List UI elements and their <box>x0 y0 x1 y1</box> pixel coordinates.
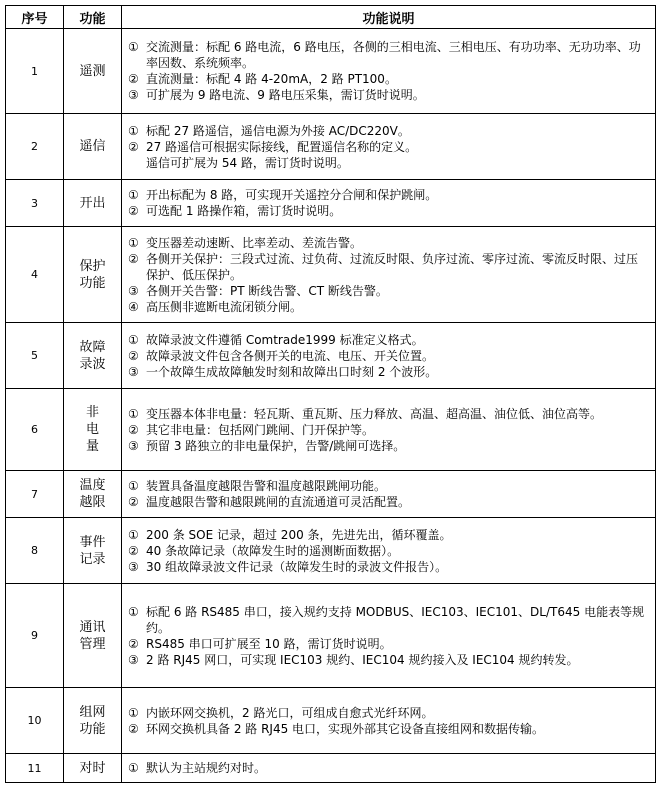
description-text: 一个故障生成故障触发时刻和故障出口时刻 2 个波形。 <box>146 364 438 379</box>
item-number-marker: ① <box>128 479 139 493</box>
row-serial-number: 5 <box>6 323 64 389</box>
item-number-marker: ③ <box>128 364 139 379</box>
function-name-text: 开出 <box>79 195 106 211</box>
description-line <box>128 203 649 219</box>
function-name-text: 故障 录波 <box>79 339 106 372</box>
function-name-text: 保护 功能 <box>79 258 106 291</box>
description-text: 环网交换机具备 2 路 RJ45 电口，实现外部其它设备直接组网和数据传输。 <box>146 721 545 736</box>
row-serial-number: 7 <box>6 471 64 518</box>
description-text: 变压器本体非电量：轻瓦斯、重瓦斯、压力释放、高温、超高温、油位低、油位高等。 <box>146 406 603 421</box>
item-number-marker: ② <box>128 422 139 437</box>
description-line <box>128 406 649 422</box>
description-line <box>128 652 649 668</box>
function-name-text: 遥信 <box>79 139 106 154</box>
item-number-marker: ④ <box>128 299 139 314</box>
function-name-text: 通讯 管理 <box>79 619 106 652</box>
description-text: 直流测量：标配 4 路 4-20mA，2 路 PT100。 <box>146 72 397 86</box>
description-text: 标配 27 路遥信，遥信电源为外接 AC/DC220V。 <box>146 123 410 138</box>
item-number-marker: ② <box>128 251 139 266</box>
item-number-marker: ③ <box>128 559 139 574</box>
row-function-description <box>122 114 656 180</box>
function-name-text: 对时 <box>79 760 106 776</box>
description-line <box>128 283 649 299</box>
table-row <box>6 389 656 471</box>
description-text: 高压侧非遮断电流闭锁分闸。 <box>146 299 303 314</box>
table-row <box>6 471 656 518</box>
row-function-name <box>64 471 122 518</box>
item-number-marker: ② <box>128 543 139 558</box>
description-line <box>128 636 649 652</box>
item-number-marker: ③ <box>128 652 139 667</box>
description-text: RS485 串口可扩展至 10 路，需订货时说明。 <box>146 636 392 651</box>
item-number-marker: ① <box>128 188 139 202</box>
row-serial-number: 9 <box>6 584 64 688</box>
table-row <box>6 180 656 227</box>
row-function-description <box>122 471 656 518</box>
table-row <box>6 754 656 783</box>
function-name-text: 温度 越限 <box>79 478 106 510</box>
description-line <box>128 332 649 348</box>
row-function-name <box>64 584 122 688</box>
description-line <box>128 71 649 87</box>
item-number-marker: ③ <box>128 283 139 298</box>
item-number-marker: ② <box>128 495 139 509</box>
description-text: 遥信可扩展为 54 路，需订货时说明。 <box>146 155 349 170</box>
description-text: 变压器差动速断、比率差动、差流告警。 <box>146 235 363 250</box>
description-text: 200 条 SOE 记录，超过 200 条，先进先出，循环覆盖。 <box>146 527 452 542</box>
description-line <box>128 87 649 103</box>
row-function-name <box>64 518 122 584</box>
table-row <box>6 584 656 688</box>
row-serial-number: 4 <box>6 227 64 323</box>
description-line <box>128 364 649 380</box>
row-function-name <box>64 29 122 114</box>
description-line <box>128 527 649 543</box>
description-line <box>128 123 649 139</box>
description-line <box>128 494 649 510</box>
item-number-marker: ① <box>128 123 139 138</box>
header-serial-number: 序号 <box>6 6 64 29</box>
row-function-description <box>122 584 656 688</box>
table-row <box>6 29 656 114</box>
description-line <box>128 187 649 203</box>
item-number-marker: ① <box>128 332 139 347</box>
row-serial-number: 11 <box>6 754 64 783</box>
row-serial-number: 10 <box>6 688 64 754</box>
item-number-marker: ① <box>128 604 139 619</box>
description-text: 其它非电量：包括网门跳闸、门开保护等。 <box>146 422 375 437</box>
row-function-description <box>122 754 656 783</box>
description-line <box>128 251 649 283</box>
row-serial-number: 1 <box>6 29 64 114</box>
row-function-description <box>122 518 656 584</box>
table-row <box>6 688 656 754</box>
description-line <box>128 604 649 636</box>
description-line <box>128 559 649 575</box>
table-row <box>6 227 656 323</box>
item-number-marker: ① <box>128 406 139 421</box>
description-text: 装置具备温度越限告警和温度越限跳闸功能。 <box>146 479 387 493</box>
row-function-description <box>122 323 656 389</box>
row-serial-number: 3 <box>6 180 64 227</box>
table-row <box>6 518 656 584</box>
description-line <box>128 543 649 559</box>
function-name-text: 非 电 量 <box>85 405 99 454</box>
description-text: 默认为主站规约对时。 <box>146 761 267 775</box>
row-function-name <box>64 688 122 754</box>
description-line <box>128 422 649 438</box>
function-name-text: 事件 记录 <box>79 534 106 567</box>
description-text: 2 路 RJ45 网口，可实现 IEC103 规约、IEC104 规约接入及 IEC104 规约转发。 <box>146 652 579 667</box>
description-line <box>128 299 649 315</box>
item-number-marker: ③ <box>128 88 139 102</box>
item-number-marker: ② <box>128 348 139 363</box>
description-text: 各侧开关保护：三段式过流、过负荷、过流反时限、负序过流、零序过流、零流反时限、过压保护、低压保护。 <box>146 251 639 282</box>
description-text: 故障录波文件遵循 Comtrade1999 标准定义格式。 <box>146 332 424 347</box>
description-text: 可选配 1 路操作箱，需订货时说明。 <box>146 204 342 218</box>
row-function-description <box>122 688 656 754</box>
item-number-marker: ② <box>128 204 139 218</box>
description-text: 故障录波文件包含各侧开关的电流、电压、开关位置。 <box>146 348 435 363</box>
function-name-text: 遥测 <box>79 63 106 79</box>
description-text: 交流测量：标配 6 路电流，6 路电压，各侧的三相电流、三相电压、有功功率、无功功率、功率因数、系统频率。 <box>146 40 641 70</box>
description-text: 预留 3 路独立的非电量保护，告警/跳闸可选择。 <box>146 438 406 453</box>
row-function-name <box>64 180 122 227</box>
description-text: 开出标配为 8 路，可实现开关遥控分合闸和保护跳闸。 <box>146 188 438 202</box>
row-function-description <box>122 29 656 114</box>
function-name-text: 组网 功能 <box>79 704 106 737</box>
description-line <box>128 705 649 721</box>
description-line <box>128 139 649 155</box>
description-text: 温度越限告警和越限跳闸的直流通道可灵活配置。 <box>146 495 411 509</box>
row-function-name <box>64 227 122 323</box>
item-number-marker: ② <box>128 139 139 154</box>
row-serial-number: 2 <box>6 114 64 180</box>
description-text: 标配 6 路 RS485 串口，接入规约支持 MODBUS、IEC103、IEC101、DL/T645 电能表等规约。 <box>146 604 645 635</box>
description-line <box>128 348 649 364</box>
description-text: 40 条故障记录（故障发生时的遥测断面数据）。 <box>146 543 400 558</box>
header-function-description: 功能说明 <box>122 6 656 29</box>
description-line <box>128 39 649 71</box>
row-function-description <box>122 227 656 323</box>
description-line <box>128 721 649 737</box>
row-function-name <box>64 323 122 389</box>
description-line <box>128 760 649 776</box>
item-number-marker: ② <box>128 721 139 736</box>
item-number-marker: ① <box>128 705 139 720</box>
description-line <box>128 235 649 251</box>
description-text: 27 路遥信可根据实际接线，配置遥信名称的定义。 <box>146 139 418 154</box>
description-line <box>128 155 649 171</box>
row-function-name <box>64 114 122 180</box>
description-line <box>128 438 649 454</box>
header-function: 功能 <box>64 6 122 29</box>
item-number-marker: ① <box>128 235 139 250</box>
item-number-marker: ② <box>128 636 139 651</box>
description-text: 各侧开关告警：PT 断线告警、CT 断线告警。 <box>146 283 388 298</box>
row-function-name <box>64 389 122 471</box>
description-text: 30 组故障录波文件记录（故障发生时的录波文件报告）。 <box>146 559 448 574</box>
row-function-description <box>122 180 656 227</box>
row-function-name <box>64 754 122 783</box>
row-function-description <box>122 389 656 471</box>
description-text: 可扩展为 9 路电流、9 路电压采集，需订货时说明。 <box>146 88 425 102</box>
row-serial-number: 8 <box>6 518 64 584</box>
function-table <box>5 5 656 783</box>
item-number-marker: ② <box>128 72 139 86</box>
description-line <box>128 478 649 494</box>
item-number-marker: ① <box>128 40 139 54</box>
row-serial-number: 6 <box>6 389 64 471</box>
table-row <box>6 114 656 180</box>
table-row <box>6 323 656 389</box>
description-text: 内嵌环网交换机，2 路光口，可组成自愈式光纤环网。 <box>146 705 434 720</box>
item-number-marker: ③ <box>128 438 139 453</box>
item-number-marker: ① <box>128 527 139 542</box>
item-number-marker: ① <box>128 761 139 775</box>
table-header-row <box>6 6 656 29</box>
